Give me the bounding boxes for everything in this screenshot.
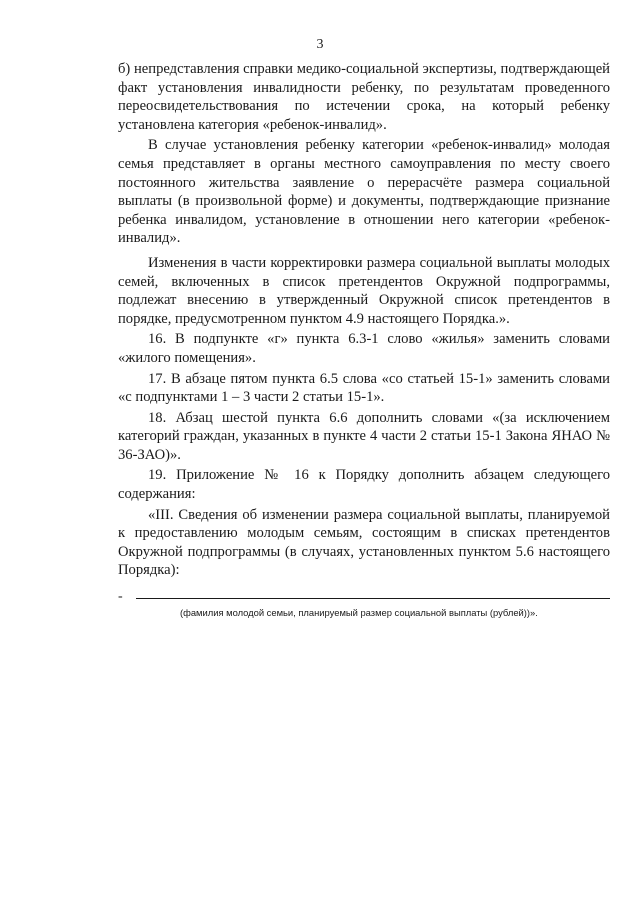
paragraph-item-17: 17. В абзаце пятом пункта 6.5 слова «со статьей 15-1» заменить словами «с подпунктами 1 – 3 части 2 статьи 15-1».: [118, 370, 610, 406]
paragraph-item-16: 16. В подпункте «г» пункта 6.3-1 слово «жилья» заменить словами «жилого помещения».: [118, 331, 610, 366]
page-number: 3: [316, 37, 324, 52]
fill-in-dash: -: [118, 589, 123, 605]
paragraph-b-item: б) непредставления справки медико-социальной экспертизы, подтверждающей факт установления инвалидности ребенку, по результатам проведенного переосвидетельствования по истечении срока, на который ребенку установлена категория «ребенок-инвалид».: [118, 61, 610, 133]
paragraph-section-iii: «III. Сведения об изменении размера социальной выплаты, планируемой к предоставлению молодым семьям, состоящим в списках претендентов Окружной подпрограммы (в случаях, установленных пунктом 5.6 настоящего Порядка):: [118, 506, 610, 579]
document-body: [118, 60, 610, 619]
paragraph-item-18: 18. Абзац шестой пункта 6.6 дополнить словами «(за исключением категорий граждан, указанных в пункте 4 части 2 статьи 15-1 Закона ЯНАО № 36-ЗАО)».: [118, 409, 610, 463]
fill-in-line: [118, 590, 610, 604]
fill-in-caption: (фамилия молодой семьи, планируемый размер социальной выплаты (рублей))».: [180, 607, 538, 619]
fill-in-rule: [136, 597, 610, 599]
paragraph-disabled-child-category: В случае установления ребенку категории «ребенок-инвалид» молодая семья представляет в органы местного самоуправления по месту своего постоянного жительства заявление о перерасчёте размера социальной выплаты (в произвольной форме) и документы, подтверждающие признание ребенка инвалидом, установление в отношении него категории «ребенок-инвалид».: [118, 137, 610, 247]
paragraph-item-19: 19. Приложение № 16 к Порядку дополнить абзацем следующего содержания:: [118, 467, 610, 503]
paragraph-payment-adjustment: Изменения в части корректировки размера социальной выплаты молодых семей, включенных в список претендентов Окружной подпрограммы, подлежат внесению в утвержденный Окружной список претендентов в порядке, предусмотренном пунктом 4.9 настоящего Порядка.».: [118, 254, 610, 327]
